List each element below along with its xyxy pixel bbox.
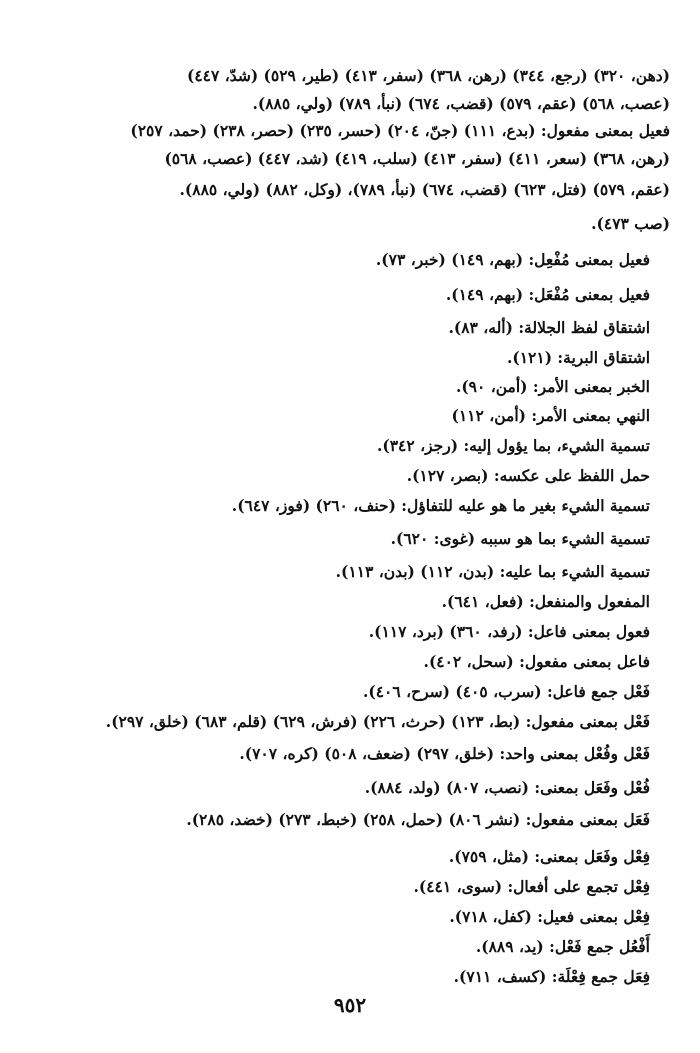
text-line: الخبر بمعنى الأمر: (أمن، ٩٠). — [455, 377, 650, 396]
text-line: (صب ٤٧٣). — [591, 214, 670, 233]
text-line: (عقم، ٥٧٩) (فتل، ٦٢٣) (قضب، ٦٧٤) (نبأ، ٧٨٩)، (وكل، ٨٨٢) (ولي، ٨٨٥). — [179, 180, 670, 199]
page-number: ٩٥٢ — [333, 993, 367, 1017]
text-line: فعيل بمعنى مفعول: (بدع، ١١١) (جنّ، ٢٠٤) (حسر، ٢٣٥) (حصر، ٢٣٨) (حمد، ٢٥٧) — [130, 121, 670, 140]
text-line: فَعْل بمعنى مفعول: (بط، ١٢٣) (حرث، ٢٢٦) (فرش، ٦٢٩) (قلم، ٦٨٣) (خلق، ٢٩٧). — [105, 712, 650, 731]
text-line: تسمية الشيء بما عليه: (بدن، ١١٢) (بدن، ١١٣). — [335, 562, 650, 581]
text-line: تسمية الشيء بما هو سببه (غوى: ٦٢٠). — [390, 529, 650, 548]
text-line: تسمية الشيء، بما يؤول إليه: (رجز، ٣٤٢). — [376, 436, 650, 455]
text-line: (عصب، ٥٦٨) (عقم، ٥٧٩) (قضب، ٦٧٤) (نبأ، ٧٨٩) (ولي، ٨٨٥). — [252, 94, 670, 113]
text-line: تسمية الشيء بغير ما هو عليه للتفاؤل: (حنف، ٢٦٠) (فوز، ٦٤٧). — [231, 496, 650, 515]
text-line: فعيل بمعنى مُفْعِل: (بهم، ١٤٩) (خبر، ٧٣). — [375, 250, 650, 269]
text-line: اشتقاق البرية: (١٢١). — [506, 348, 650, 367]
text-line: فِعْل بمعنى فعيل: (كفل، ٧١٨). — [449, 907, 650, 926]
text-line: فاعل بمعنى مفعول: (سحل، ٤٠٢). — [423, 652, 650, 671]
text-line: فِعَل جمع فِعْلَة: (كسف، ٧١١). — [453, 967, 650, 986]
text-line: فُعْل وفَعَل بمعنى: (نصب، ٨٠٧) (ولد، ٨٨٤). — [364, 778, 650, 797]
text-line: فِعْل وفَعَل بمعنى: (مثل، ٧٥٩). — [448, 847, 650, 866]
text-line: النهي بمعنى الأمر: (أمن، ١١٢) — [451, 406, 650, 425]
text-line: فَعْل جمع فاعل: (سرب، ٤٠٥) (سرح، ٤٠٦). — [362, 682, 650, 701]
text-line: فعيل بمعنى مُفْعَل: (بهم، ١٤٩). — [445, 285, 650, 304]
text-line: فِعْل تجمع على أفعال: (سوى، ٤٤١). — [413, 877, 650, 896]
text-line: اشتقاق لفظ الجلالة: (أله، ٨٣). — [448, 318, 650, 337]
text-line: (رهن، ٣٦٨) (سعر، ٤١١) (سفر، ٤١٣) (سلب، ٤١٩) (شد، ٤٤٧) (عصب، ٥٦٨) — [164, 149, 670, 168]
text-line: المفعول والمنفعل: (فعل، ٦٤١). — [441, 592, 650, 611]
text-line: حمل اللفظ على عكسه: (بصر، ١٢٧). — [406, 466, 650, 485]
text-line: فَعْل وفُعْل بمعنى واحد: (خلق، ٢٩٧) (ضعف، ٥٠٨) (كره، ٧٠٧). — [239, 744, 650, 763]
text-line: (دهن، ٣٢٠) (رجع، ٣٤٤) (رهن، ٣٦٨) (سفر، ٤١٣) (طير، ٥٢٩) (شدّ، ٤٤٧) — [186, 66, 670, 85]
text-line: فعول بمعنى فاعل: (رفد، ٣٦٠) (برد، ١١٧). — [368, 622, 650, 641]
text-line: أَفْعُل جمع فَعْل: (يد، ٨٨٩). — [475, 937, 650, 956]
text-line: فَعَل بمعنى مفعول: (نشر ٨٠٦) (حمل، ٢٥٨) (خبط، ٢٧٣) (خضد، ٢٨٥). — [186, 810, 650, 829]
